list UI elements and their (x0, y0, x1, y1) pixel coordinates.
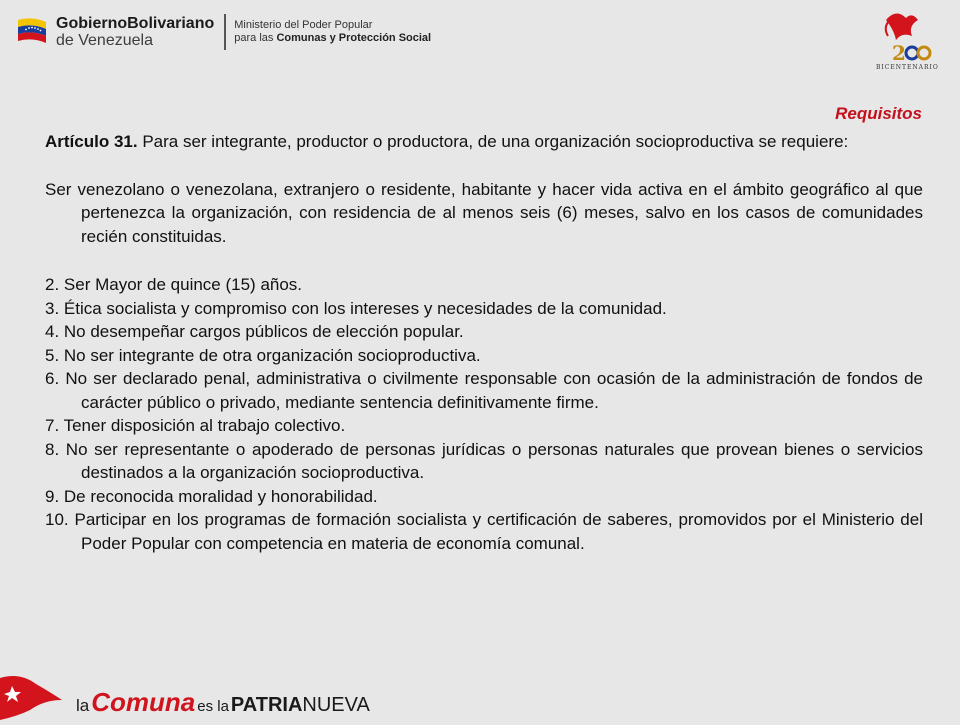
gobierno-logo (14, 14, 431, 50)
slogan-la: la (76, 696, 90, 715)
slogan-nueva: NUEVA (302, 694, 370, 716)
requirement-item-6: 6. No ser declarado penal, administrativa o civilmente responsable con ocasión de la administración de fondos de carácter público o privado, mediante sentencia definitivamente firme. (45, 369, 923, 412)
requirement-item-4: 4. No desempeñar cargos públicos de elección popular. (45, 322, 464, 341)
requirement-item-5: 5. No ser integrante de otra organización socioproductiva. (45, 345, 481, 365)
page-title: Requisitos (835, 104, 922, 123)
ministerio-line1: Ministerio del Poder Popular (234, 19, 373, 31)
red-star-swoosh-icon (0, 670, 80, 720)
slogan-es-la: es la (197, 698, 229, 715)
requirement-item-2: 2. Ser Mayor de quince (15) años. (45, 275, 303, 294)
svg-text:2: 2 (892, 41, 906, 65)
bicentenario-logo (872, 10, 942, 72)
requirement-item-3: 3. Ética socialista y compromiso con los intereses y necesidades de la comunidad. (45, 298, 667, 318)
requirement-item-10: 10. Participar en los programas de formación socialista y certificación de saberes, promovidos por el Ministerio del Poder Popular con competencia en materia de economía comunal. (45, 510, 923, 553)
de-venezuela-text: de Venezuela (56, 32, 153, 49)
article-paragraph (45, 130, 923, 154)
requirement-item-9: 9. De reconocida moralidad y honorabilidad. (45, 486, 378, 506)
requirement-item-7: 7. Tener disposición al trabajo colectivo. (45, 416, 346, 435)
ministerio-line2-prefix: para las (234, 32, 274, 44)
gobierno-text: Gobierno (56, 15, 128, 32)
requirement-item-8: 8. No ser representante o apoderado de personas jurídicas o personas naturales que provean bienes o servicios destinados a la organización socioproductiva. (45, 439, 923, 482)
footer-slogan (76, 687, 370, 718)
bicentenario-caption: BICENTENARIO (876, 64, 939, 71)
article-text: Para ser integrante, productor o productora, de una organización socioproductiva se requiere: (137, 132, 849, 151)
ministerio-line2-bold: Comunas y Protección Social (276, 32, 432, 44)
article-label: Artículo 31. (45, 132, 138, 151)
slogan-comuna: Comuna (91, 687, 196, 717)
bolivariano-text: Bolivariano (127, 15, 215, 32)
venezuela-flag-icon (14, 14, 50, 50)
header-divider (224, 14, 226, 50)
document-body (45, 130, 923, 555)
requirement-item-1: Ser venezolano o venezolana, extranjero o residente, habitante y hacer vida activa en el ámbito geográfico al que pertenezca la organización, con residencia de al menos seis (6) meses, salvo en los casos de comunidades recién constituidas. (45, 179, 923, 246)
slogan-patria: PATRIA (230, 694, 303, 716)
